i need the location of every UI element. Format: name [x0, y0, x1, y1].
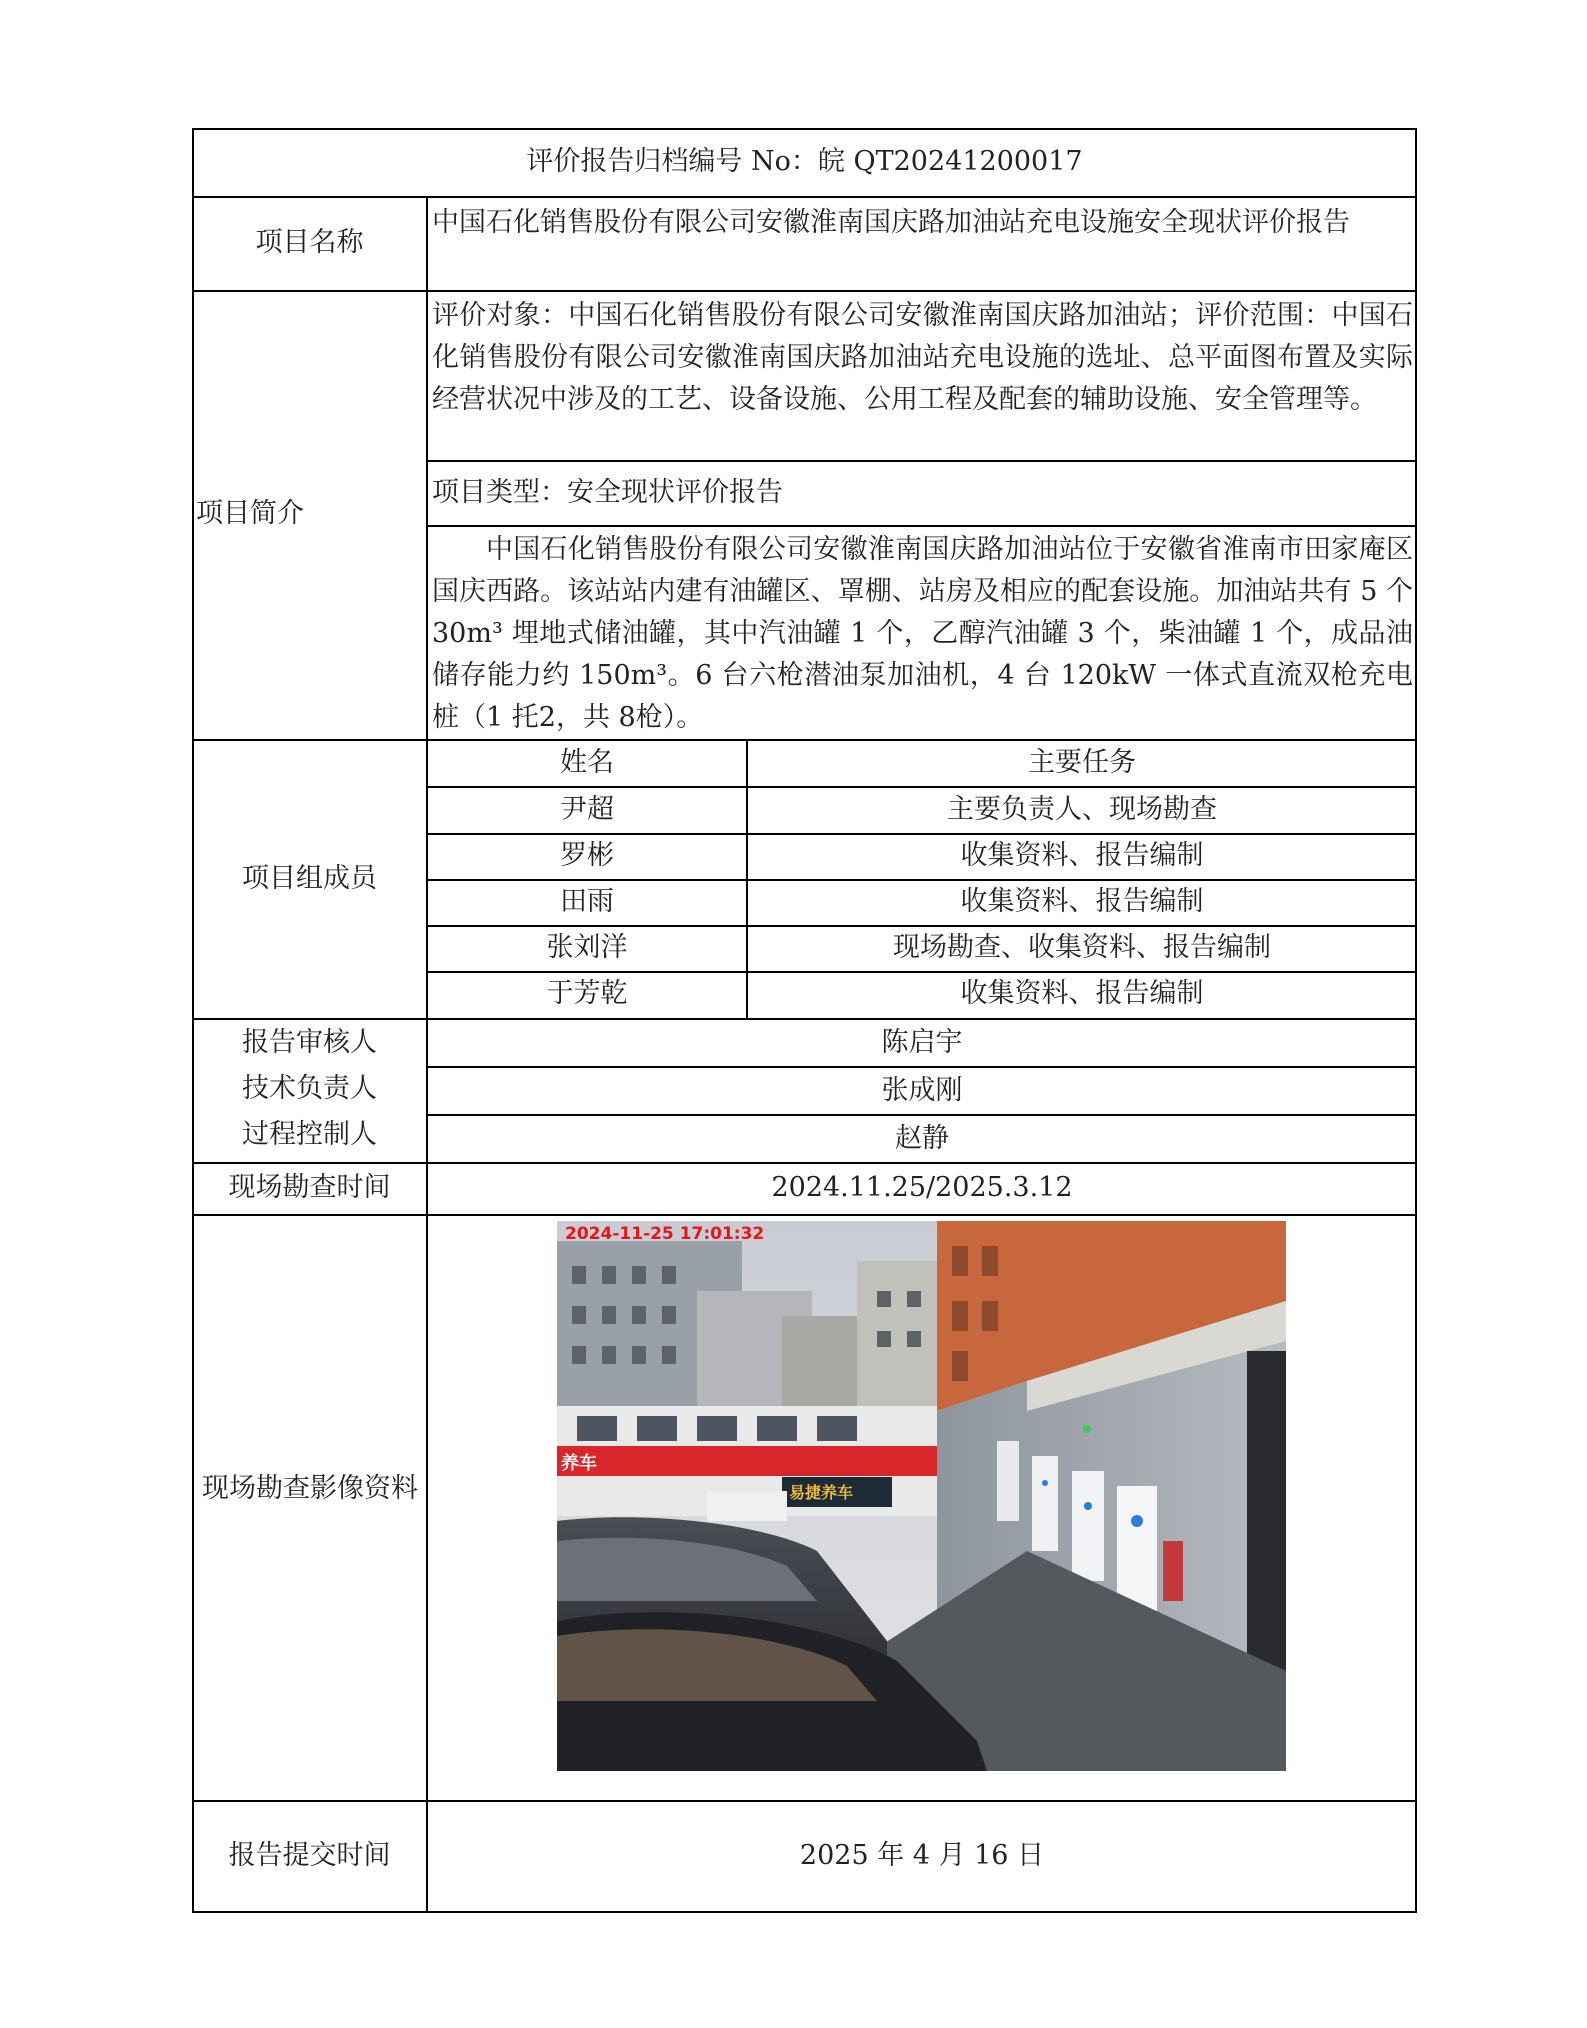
- member-task: 收集资料、报告编制: [960, 978, 1204, 1009]
- row-divider: [427, 879, 1417, 881]
- submit-time-value: 2025 年 4 月 16 日: [799, 1840, 1045, 1871]
- row-divider: [427, 833, 1417, 835]
- report-reviewer-name: 陈启宇: [881, 1027, 963, 1058]
- member-name: 尹超: [560, 794, 614, 825]
- row-divider: [192, 1018, 1417, 1020]
- members-header-task: 主要任务: [1028, 747, 1136, 778]
- survey-time-value: 2024.11.25/2025.3.12: [771, 1172, 1073, 1203]
- row-divider: [427, 786, 1417, 788]
- row-divider: [192, 1800, 1417, 1802]
- member-task: 主要负责人、现场勘查: [947, 794, 1217, 825]
- row-divider: [427, 971, 1417, 973]
- shop-sign-right: 易捷养车: [789, 1483, 854, 1502]
- survey-time-label: 现场勘查时间: [228, 1172, 391, 1203]
- process-controller-name: 赵静: [895, 1123, 949, 1154]
- row-divider: [192, 290, 1417, 292]
- submit-time-label: 报告提交时间: [228, 1840, 391, 1871]
- member-task: 收集资料、报告编制: [960, 886, 1204, 917]
- row-divider: [192, 1162, 1417, 1164]
- member-name: 田雨: [560, 886, 614, 917]
- archive-number-line: [192, 145, 1417, 179]
- report-reviewer-label: 报告审核人: [242, 1027, 377, 1058]
- members-label: 项目组成员: [242, 863, 377, 894]
- archive-label: 评价报告归档编号 No：: [526, 146, 818, 177]
- tech-lead-label: 技术负责人: [242, 1073, 377, 1104]
- project-scope: 评价对象：中国石化销售股份有限公司安徽淮南国庆路加油站；评价范围：中国石化销售股份有限公司安徽淮南国庆路加油站充电设施的选址、总平面图布置及实际经营状况中涉及的工艺、设备设施、公用工程及配套的辅助设施、安全管理等。: [432, 300, 1413, 415]
- survey-photo-label: 现场勘查影像资料: [202, 1473, 418, 1504]
- project-description: 中国石化销售股份有限公司安徽淮南国庆路加油站位于安徽省淮南市田家庵区国庆西路。该站站内建有油罐区、罩棚、站房及相应的配套设施。加油站共有 5 个 30m³ 埋地式储油罐，其中汽油罐 1 个，乙醇汽油罐 3 个，柴油罐 1 个，成品油储存能力约 150m³。6 台六枪潜油泵加油机，4 台 120kW 一体式直流双枪充电桩（1 托2，共 8枪）。: [432, 534, 1413, 733]
- member-task: 收集资料、报告编制: [960, 840, 1204, 871]
- member-name: 罗彬: [560, 840, 614, 871]
- row-divider: [427, 460, 1417, 462]
- archive-number: 皖 QT20241200017: [817, 146, 1083, 177]
- row-divider: [427, 525, 1417, 527]
- member-name: 张刘洋: [546, 932, 628, 963]
- member-name: 于芳乾: [546, 978, 628, 1009]
- row-divider: [192, 196, 1417, 198]
- row-divider: [427, 925, 1417, 927]
- project-name-value: 中国石化销售股份有限公司安徽淮南国庆路加油站充电设施安全现状评价报告: [432, 207, 1350, 238]
- row-divider: [427, 1114, 1417, 1116]
- photo-timestamp: 2024-11-25 17:01:32: [565, 1224, 765, 1244]
- row-divider: [427, 1066, 1417, 1068]
- member-task: 现场勘查、收集资料、报告编制: [893, 932, 1271, 963]
- project-type: 项目类型：安全现状评价报告: [432, 477, 783, 508]
- row-divider: [192, 739, 1417, 741]
- project-name-label: 项目名称: [255, 227, 364, 258]
- project-intro-label: 项目简介: [196, 498, 304, 529]
- process-controller-label: 过程控制人: [242, 1119, 377, 1150]
- shop-sign-left: 养车: [561, 1453, 597, 1474]
- survey-photo: [557, 1221, 1286, 1771]
- members-header-name: 姓名: [560, 747, 614, 778]
- row-divider: [192, 1214, 1417, 1216]
- tech-lead-name: 张成刚: [881, 1075, 963, 1106]
